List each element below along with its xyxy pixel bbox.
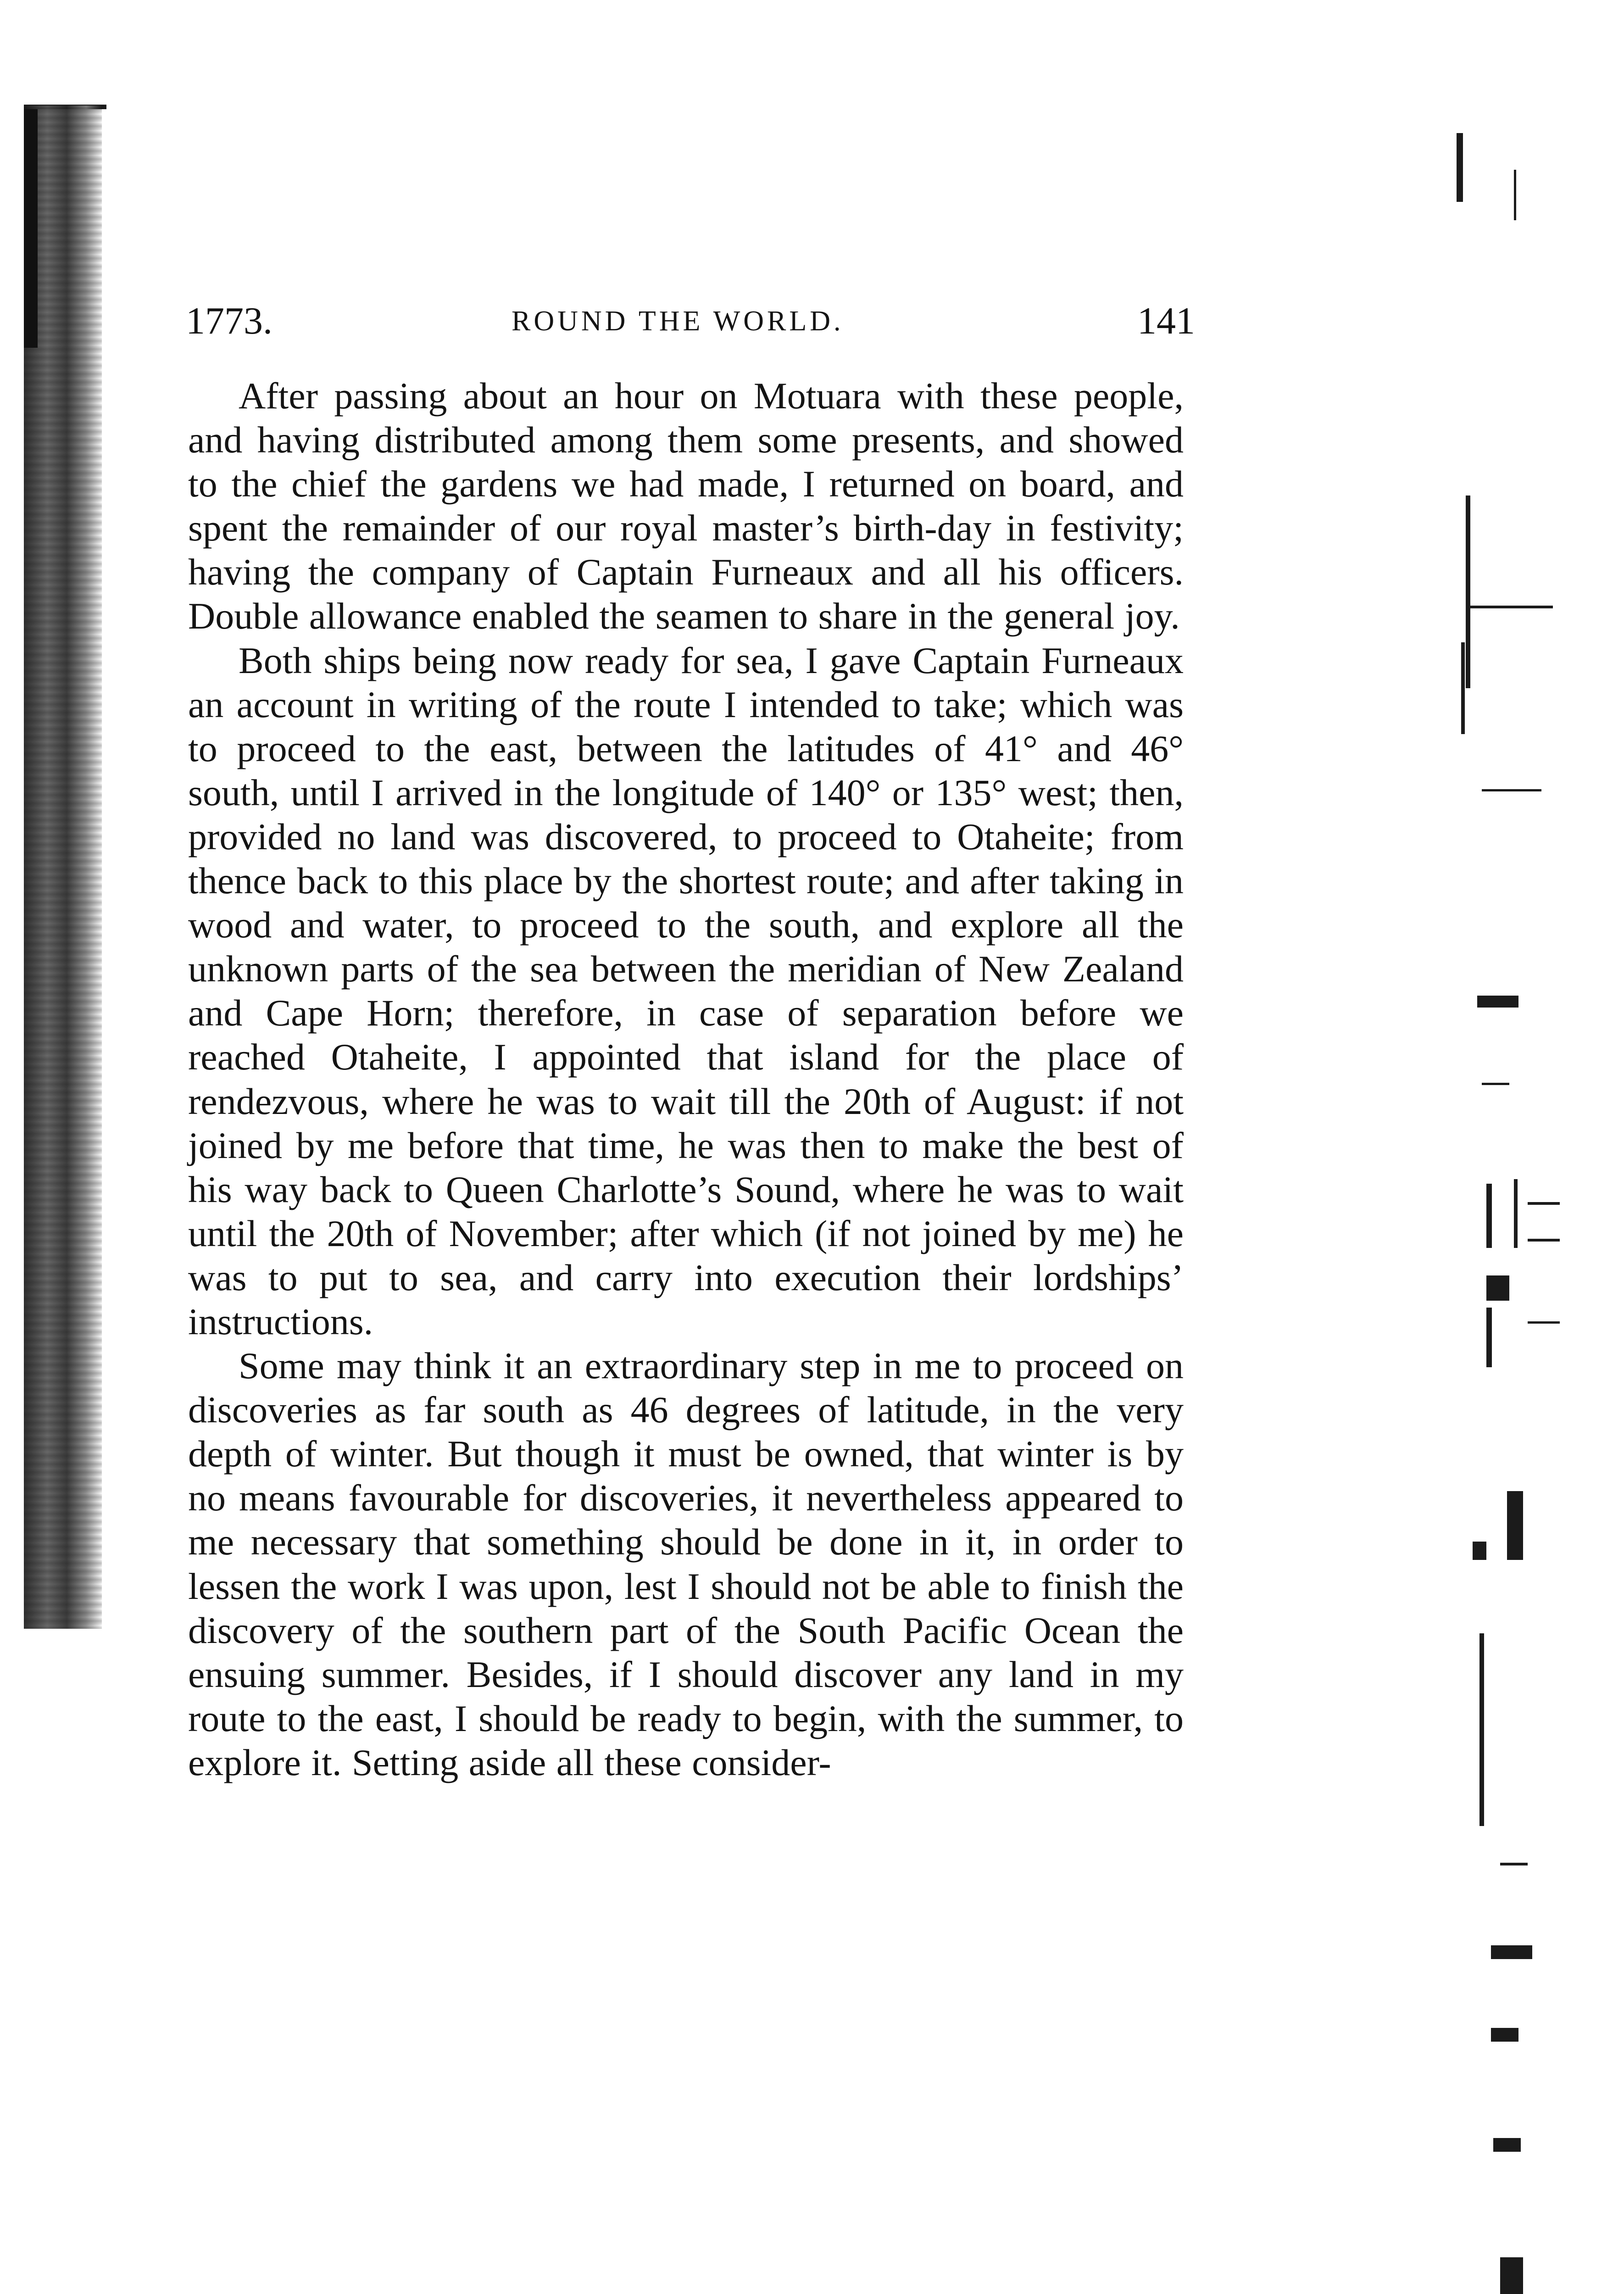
scan-mark [1514, 170, 1516, 220]
scan-mark [1479, 1633, 1484, 1826]
scan-mark [1528, 1202, 1560, 1205]
scan-mark [1491, 2028, 1518, 2042]
scan-mark [1528, 1321, 1560, 1324]
scan-mark [1500, 1863, 1528, 1865]
paragraph: Some may think it an extraordinary step in me to proceed on discoveries as far south as 46 degrees of latitude, in the very depth of winter. But though it must be owned, that winter is by no means favourable for discoveries, it nevertheless appeared to me necessary that something should be done in it, in order to lessen the work I was upon, lest I should not be able to finish the discovery of the southern part of the South Pacific Ocean the ensuing summer. Besides, if I should discover any land in my route to the east, I should be ready to begin, with the summer, to explore it. Setting aside all these consider- [188, 1345, 1184, 1783]
scan-mark [1491, 1945, 1532, 1959]
scan-mark [1477, 996, 1518, 1008]
scan-mark [1466, 496, 1470, 688]
scan-mark [1482, 1083, 1509, 1085]
body-text [188, 374, 1184, 1785]
scan-mark [1461, 642, 1465, 734]
scan-mark [1500, 2257, 1523, 2294]
running-head-year: 1773. [186, 300, 273, 342]
scan-mark [1486, 1275, 1509, 1301]
running-head-title: ROUND THE WORLD. [512, 306, 844, 337]
scan-mark [1470, 606, 1553, 608]
scan-mark [1514, 1179, 1518, 1248]
paragraph: Both ships being now ready for sea, I gave Captain Furneaux an account in writing of the route I intended to take; which was to proceed to the east, between the latitudes of 41° and 46° south, until I arrived in the longitude of 140° or 135° west; then, provided no land was discovered, to proceed to Otaheite; from thence back to this place by the shortest route; and after taking in wood and water, to proceed to the south, and explore all the unknown parts of the sea between the meridian of New Zealand and Cape Horn; therefore, in case of separation before we reached Otaheite, I appointed that island for the place of rendezvous, where he was to wait till the 20th of August: if not joined by me before that time, he was then to make the best of his way back to Queen Charlotte’s Sound, where he was to wait until the 20th of November; after which (if not joined by me) he was to put to sea, and carry into execution their lordships’ instructions. [188, 639, 1184, 1342]
scan-mark [1486, 1184, 1492, 1248]
scan-mark [1473, 1542, 1486, 1560]
scan-mark [1482, 789, 1541, 791]
binding-edge-stub [24, 109, 38, 348]
scan-mark [1507, 1491, 1523, 1560]
paragraph: After passing about an hour on Motuara with these people, and having distributed among them some presents, and showed to the chief the gardens we had made, I returned on board, and spent the remainder of our royal master’s birth-day in festivity; having the company of Captain Furneaux and all his officers. Double allowance enabled the seamen to share in the general joy. [188, 375, 1184, 637]
running-head [186, 294, 1195, 349]
page-number: 141 [1137, 300, 1195, 342]
scan-mark [1457, 133, 1463, 202]
scan-mark [1486, 1308, 1492, 1367]
scan-mark [1493, 2138, 1521, 2152]
scan-mark [1528, 1239, 1560, 1242]
